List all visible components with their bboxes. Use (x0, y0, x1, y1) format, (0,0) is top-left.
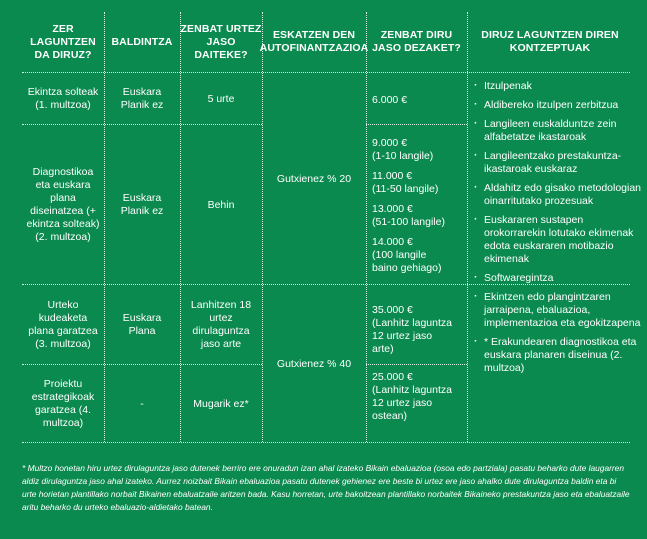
amount-row2-tier2: 11.000 € (372, 170, 413, 182)
row4-condition: - (140, 397, 144, 410)
col-divider (467, 12, 468, 442)
header-eskatzen: ESKATZEN DEN AUTOFINANTZAZIOA (259, 29, 369, 54)
amount-row2-tier3: 13.000 € (372, 203, 413, 215)
header-zenbat-diru: ZENBAT DIRU JASO DEZAKET? (372, 29, 461, 54)
amount-row2-tier4-note2: baino gehiago) (372, 262, 442, 274)
col-divider (104, 12, 105, 442)
amount-row2-tier4: 14.000 € (372, 236, 413, 248)
amount-row2-tier4-note: (100 langile (372, 249, 427, 261)
amount-row4: 25.000 € (372, 371, 413, 383)
amount-row2-tier1-note: (1-10 langile) (372, 150, 434, 162)
col-divider (262, 12, 263, 442)
col-divider (366, 12, 367, 442)
header-divider (22, 72, 630, 73)
amount-row4-note2: 12 urtez jaso (372, 397, 433, 409)
amount-row4-note1: (Lanhitz laguntza (372, 384, 452, 396)
row1-condition: Euskara Planik ez (120, 86, 164, 111)
row2-years: Behin (207, 198, 235, 211)
row4-what: Proiektu estrategikoak garatzea (4. multzoa) (31, 378, 95, 429)
table-bottom-divider (22, 442, 630, 443)
row-divider (22, 124, 262, 125)
concept-item: · Aldahitz edo gisako metodologian oinarritutako prozesuak (474, 182, 644, 208)
concept-item: · Ekintzen edo plangintzaren jarraipena, ebaluazioa, implementazioa eta egokitzapena (474, 291, 644, 330)
amount-row2-tier1: 9.000 € (372, 137, 408, 149)
amount-row3-note1: (Lanhitz laguntza (372, 317, 452, 329)
concepts-list (474, 80, 644, 375)
row1-what: Ekintza solteak (1. multzoa) (27, 86, 99, 111)
concept-item: · Softwaregintza (474, 272, 644, 285)
amount-row3-note3: arte) (372, 343, 394, 355)
row2-what: Diagnostikoa eta euskara plana diseinatzea (+ ekintza solteak) (2. multzoa) (26, 166, 100, 243)
row1-years: 5 urte (207, 92, 235, 105)
row-divider (366, 364, 467, 365)
amount-row4-note3: ostean) (372, 410, 408, 422)
concept-item: · Langileen euskalduntze zein alfabetatze ikastaroak (474, 118, 644, 144)
row-divider (22, 364, 262, 365)
row2-condition: Euskara Planik ez (120, 192, 164, 217)
concept-item: · Itzulpenak (474, 80, 644, 93)
header-baldintza: BALDINTZA (111, 35, 173, 48)
row-divider (366, 124, 467, 125)
header-zer: ZER LAGUNTZEN DA DIRUZ? (30, 22, 96, 61)
amount-row2-tier3-note: (51-100 langile) (372, 216, 445, 228)
row3-what: Urteko kudeaketa plana garatzea (3. multzoa) (28, 299, 98, 350)
concept-item: · * Erakundearen diagnostikoa eta euskara planaren diseinua (2. multzoa) (474, 336, 644, 375)
header-zenbat-urtez: ZENBAT URTEZ JASO DAITEKE? (180, 22, 262, 61)
col-divider (180, 12, 181, 442)
row3-condition: Euskara Plana (122, 312, 162, 337)
concept-item: · Langileentzako prestakuntza-ikastaroak euskaraz (474, 150, 644, 176)
amount-row3-note2: 12 urtez jaso (372, 330, 433, 342)
autofinance-bottom: Gutxienez % 40 (276, 357, 352, 370)
footnote: * Multzo honetan hiru urtez dirulaguntza jaso dutenek berriro ere onuradun izan ahal izateko Bikain ebaluazioa (osoa edo partziala) pasatu beharko dute laugarren aldiz dirulaguntza jaso ahal izateko. Aurrez noizbait Bikain ebaluazioa pasatu dutenek gehienez ere beste bi urtez ere jaso ahalko dute dirulaguntza baldin eta bi urte horietan plantillako norbait Bikainen ebaluatzaile aritzen bada. Kasu horretan, urte bakoitzean plantillako norbaitek Bikaineko prestakuntza jaso eta ebaluatzaile aritu beharko du urteko ebaluazio-aldietako batean. (22, 463, 630, 512)
amount-row1: 6.000 € (372, 94, 408, 106)
amount-row2-tier2-note: (11-50 langile) (372, 183, 439, 195)
autofinance-top: Gutxienez % 20 (276, 172, 352, 185)
amount-row3: 35.000 € (372, 304, 413, 316)
header-kontzeptuak: DIRUZ LAGUNTZEN DIREN KONTZEPTUAK (481, 29, 619, 54)
row4-years: Mugarik ez* (193, 397, 249, 410)
concept-item: · Euskararen sustapen orokorrarekin lotutako ekimenak edota euskararen motibazio ekimenak (474, 214, 644, 266)
row3-years: Lanhitzen 18 urtez dirulaguntza jaso arte (190, 299, 252, 350)
concept-item: · Aldibereko itzulpen zerbitzua (474, 99, 644, 112)
